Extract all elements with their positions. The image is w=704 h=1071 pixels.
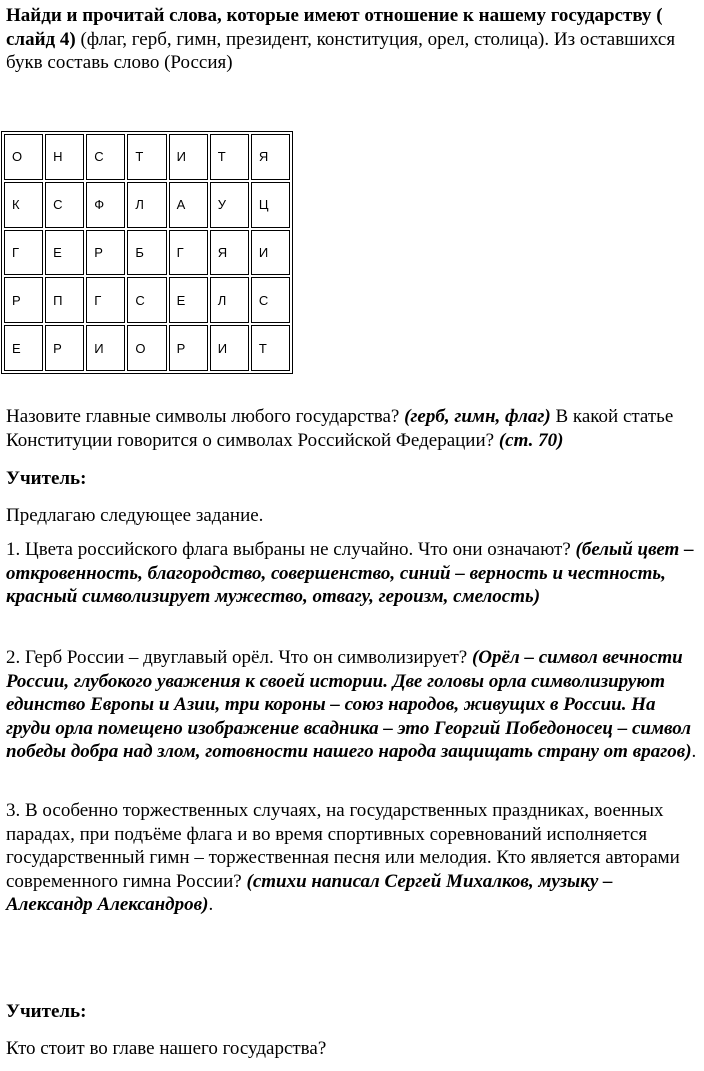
grid-row [4, 230, 290, 276]
grid-row [4, 277, 290, 323]
item-3 [6, 799, 700, 917]
grid-cell: О [127, 325, 166, 371]
teacher-label-2: Учитель: [6, 1001, 87, 1022]
grid-cell: Н [45, 134, 84, 180]
task-heading: Найди и прочитай слова, которые имеют отношение к нашему государству [6, 5, 657, 26]
letter-grid-table [2, 132, 292, 373]
grid-cell: С [127, 277, 166, 323]
grid-cell: С [251, 277, 290, 323]
grid-row [4, 325, 290, 371]
grid-cell: Т [251, 325, 290, 371]
symbols-question [6, 405, 700, 452]
grid-cell: Я [251, 134, 290, 180]
grid-cell: Б [127, 230, 166, 276]
teacher-label: Учитель: [6, 468, 87, 489]
grid-cell: У [210, 182, 249, 228]
item-2-end: . [691, 741, 697, 762]
item-1 [6, 538, 700, 609]
grid-cell: И [210, 325, 249, 371]
grid-cell: С [45, 182, 84, 228]
slide-reference: ( слайд 4) [6, 5, 663, 50]
grid-cell: Г [4, 230, 43, 276]
grid-row [4, 134, 290, 180]
grid-cell: Р [169, 325, 208, 371]
grid-cell: Т [210, 134, 249, 180]
item-3-answer: (стихи написал Сергей Михалков, музыку – Александр Александров) [6, 870, 613, 915]
final-question: Кто стоит во главе нашего государства? [6, 1038, 327, 1059]
grid-cell: Р [45, 325, 84, 371]
symbols-answer: (герб, гимн, флаг) [404, 406, 551, 427]
grid-cell: П [45, 277, 84, 323]
grid-cell: Е [4, 325, 43, 371]
grid-cell: С [86, 134, 125, 180]
grid-cell: А [169, 182, 208, 228]
item-2-answer: (Орёл – символ вечности России, глубокого уважения к своей истории. Две головы орла символизируют единство Европы и Азии, три короны – союз народов, живущих в России. На груди орла помещено изображение всадника – это Георгий Победоносец – символ победы добра над злом, готовности нашего народа защищать страну от врагов) [6, 647, 692, 762]
grid-cell: К [4, 182, 43, 228]
letter-grid [1, 131, 293, 374]
grid-cell: Р [4, 277, 43, 323]
item-3-question: 3. В особенно торжественных случаях, на государственных праздниках, военных парадах, при подъёме флага и во время спортивных соревнований исполняется государственный гимн – торжественная песня или мелодия. Кто является авторами современного гимна России? [6, 800, 680, 892]
words-list: (флаг, герб, гимн, президент, конституция, орел, столица). Из оставшихся букв составь слово (Россия) [6, 28, 676, 73]
grid-cell: Е [45, 230, 84, 276]
grid-cell: Я [210, 230, 249, 276]
grid-cell: И [86, 325, 125, 371]
item-1-question: 1. Цвета российского флага выбраны не случайно. Что они означают? [6, 539, 576, 560]
item-1-answer: (белый цвет – откровенность, благородство, совершенство, синий – верность и честность, красный символизирует мужество, отвагу, героизм, смелость) [6, 539, 694, 607]
grid-cell: Ф [86, 182, 125, 228]
grid-cell: Р [86, 230, 125, 276]
task-intro [6, 4, 700, 75]
grid-cell: Г [86, 277, 125, 323]
grid-cell: И [251, 230, 290, 276]
symbols-question-text: Назовите главные символы любого государства? [6, 406, 405, 427]
grid-cell: Л [210, 277, 249, 323]
grid-cell: Г [169, 230, 208, 276]
grid-row [4, 182, 290, 228]
item-2-question: 2. Герб России – двуглавый орёл. Что он символизирует? [6, 647, 472, 668]
grid-cell: И [169, 134, 208, 180]
item-2 [6, 646, 700, 764]
constitution-answer: (ст. 70) [498, 429, 564, 451]
item-3-end: . [208, 894, 214, 915]
proposal-text: Предлагаю следующее задание. [6, 505, 264, 526]
grid-cell: О [4, 134, 43, 180]
grid-cell: Т [127, 134, 166, 180]
constitution-question-text: В какой статье Конституции говорится о символах Российской Федерации? [6, 406, 674, 451]
grid-cell: Л [127, 182, 166, 228]
grid-cell: Е [169, 277, 208, 323]
grid-cell: Ц [251, 182, 290, 228]
